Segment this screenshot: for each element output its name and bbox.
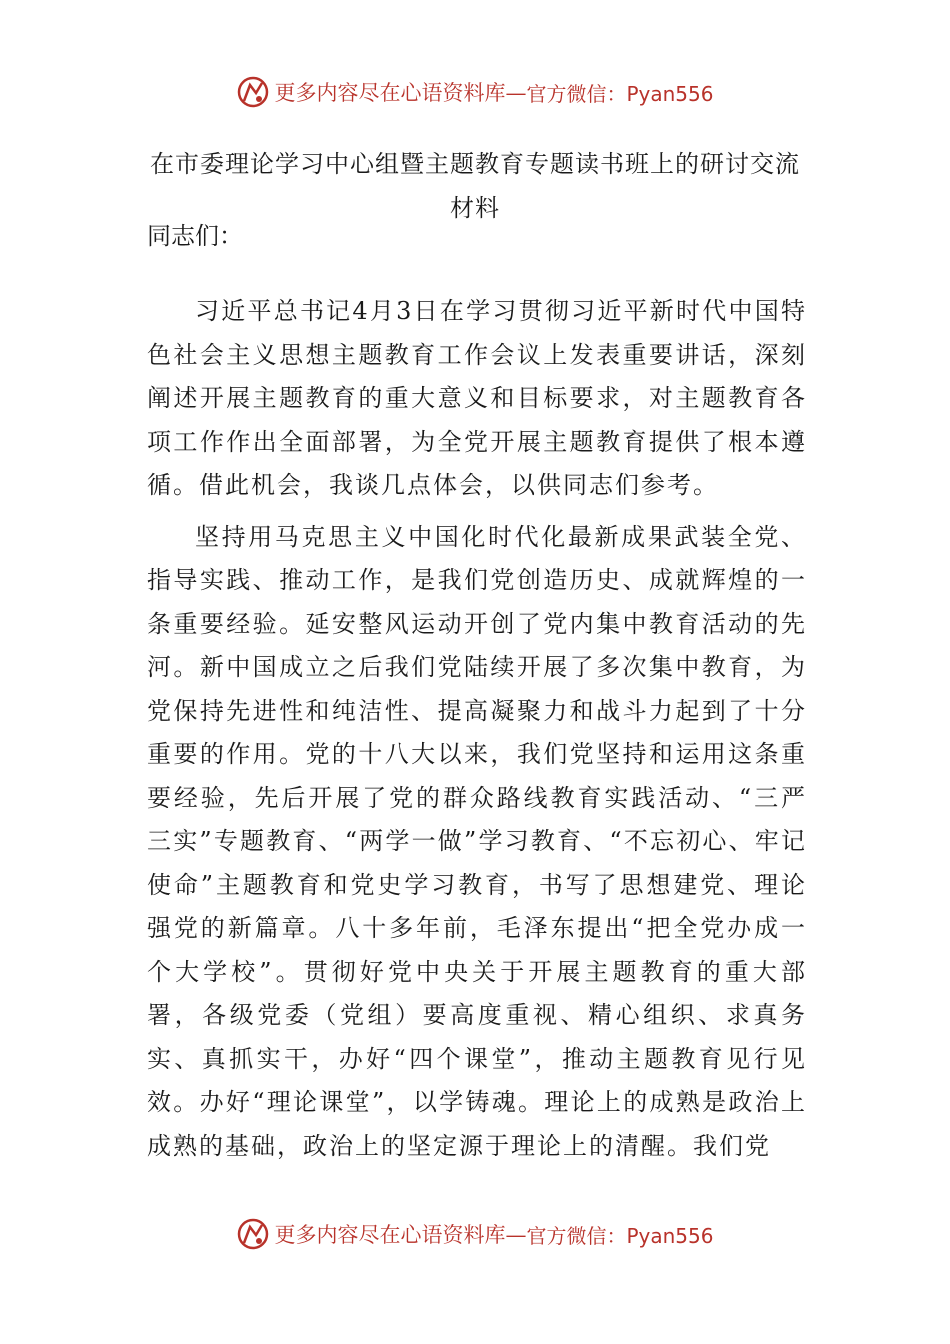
footer-banner-text: 更多内容尽在心语资料库— (274, 1223, 527, 1247)
paragraph: 坚持用马克思主义中国化时代化最新成果武装全党、指导实践、推动工作，是我们党创造历史、成就辉煌的一条重要经验。延安整风运动开创了党内集中教育活动的先河。新中国成立之后我们党陆续开展了多次集中教育，为党保持先进性和纯洁性、提高凝聚力和战斗力起到了十分重要的作用。党的十八大以来，我们党坚持和运用这条重要经验，先后开展了党的群众路线教育实践活动、“三严三实”专题教育、“两学一做”学习教育、“不忘初心、牢记使命”主题教育和党史学习教育，书写了思想建党、理论强党的新篇章。八十多年前，毛泽东提出“把全党办成一个大学校”。贯彻好党中央关于开展主题教育的重大部署，各级党委（党组）要高度重视、精心组织、求真务实、真抓实干，办好“四个课堂”，推动主题教育见行见效。办好“理论课堂”，以学铸魂。理论上的成熟是政治上成熟的基础，政治上的坚定源于理论上的清醒。我们党 (147, 522, 807, 1160)
header-banner-text: 更多内容尽在心语资料库— (274, 81, 527, 105)
document-body (147, 290, 807, 1176)
logo-icon (236, 75, 270, 109)
header-banner (0, 72, 950, 112)
document-title: 在市委理论学习中心组暨主题教育专题读书班上的研讨交流材料 (150, 150, 800, 222)
footer-banner (0, 1214, 950, 1254)
logo-icon (236, 1217, 270, 1251)
footer-banner-wechat: 官方微信：Pyan556 (526, 1223, 714, 1248)
header-banner-wechat: 官方微信：Pyan556 (526, 81, 714, 106)
salutation: 同志们： (147, 222, 243, 250)
paragraph: 习近平总书记4月3日在学习贯彻习近平新时代中国特色社会主义思想主题教育工作会议上发表重要讲话，深刻阐述开展主题教育的重大意义和目标要求，对主题教育各项工作作出全面部署，为全党开展主题教育提供了根本遵循。借此机会，我谈几点体会，以供同志们参考。 (147, 297, 807, 499)
